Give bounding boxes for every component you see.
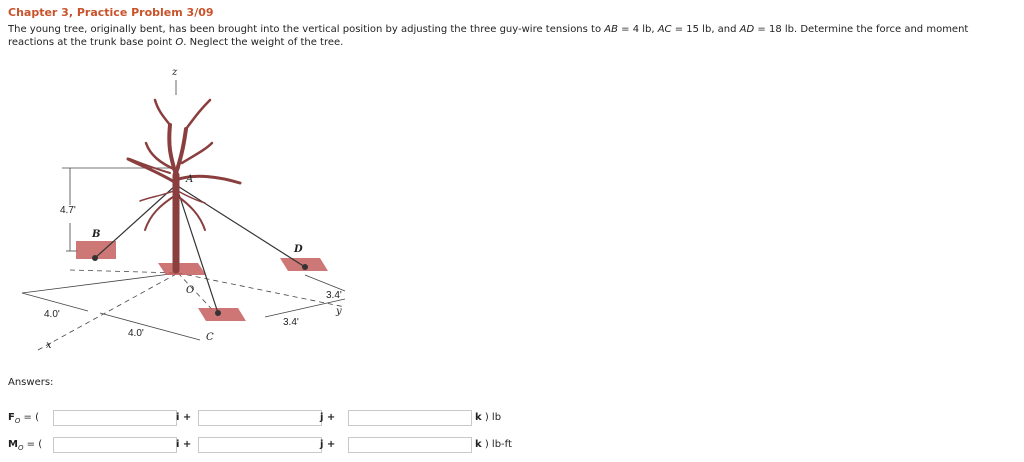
- label-y: y: [336, 306, 342, 317]
- dim-3-4-right: 3.4': [326, 290, 342, 301]
- guy-wires: [95, 185, 305, 313]
- moment-open: = (: [23, 439, 43, 450]
- wire-ad: [176, 185, 305, 267]
- stake-b: [92, 255, 98, 261]
- dim-line-right: [265, 299, 345, 317]
- problem-title: Chapter 3, Practice Problem 3/09: [8, 6, 214, 19]
- answers-label: Answers:: [8, 377, 54, 388]
- problem-text-6: . Neglect the weight of the tree.: [183, 36, 344, 48]
- force-i-input[interactable]: [53, 410, 177, 426]
- force-i-unit: i +: [176, 412, 192, 423]
- label-c: C: [206, 332, 214, 343]
- stakes: [92, 255, 308, 316]
- moment-k-input[interactable]: [348, 437, 472, 453]
- y-axis-line: [178, 273, 345, 307]
- dim-line-right-top: [305, 275, 345, 291]
- moment-end: ) lb-ft: [484, 439, 512, 450]
- pad-o: [158, 263, 206, 275]
- problem-text-5: reactions at the trunk base point: [8, 36, 176, 48]
- moment-row: [8, 437, 1008, 455]
- tree-figure: [0, 55, 420, 355]
- moment-k-unit: k ) lb-ft: [475, 439, 512, 450]
- twig-4: [182, 143, 212, 163]
- label-d: D: [294, 244, 303, 255]
- force-symbol: F: [8, 412, 15, 423]
- problem-text-1: The young tree, originally bent, has been brought into the vertical position by adjusting the three guy-wire tensions to: [8, 24, 605, 35]
- moment-sub: O: [17, 444, 24, 452]
- force-open: = (: [20, 412, 39, 423]
- dim-line-bottom: [100, 313, 200, 340]
- problem-text-2: = 4 lb,: [617, 24, 658, 35]
- dim-3-4-bottom: 3.4': [283, 317, 299, 328]
- ground-line-left: [22, 273, 178, 293]
- moment-label: [8, 439, 42, 452]
- force-end: ) lb: [484, 412, 502, 423]
- dim-4-0-left: 4.0': [44, 309, 60, 320]
- problem-text-4: = 18 lb. Determine the force and moment: [754, 24, 969, 35]
- stake-d: [302, 264, 308, 270]
- dashed-b-o: [70, 270, 178, 273]
- stake-c: [215, 310, 221, 316]
- label-o: O: [186, 285, 195, 296]
- problem-ac: AC: [657, 24, 672, 35]
- force-k-unit: k ) lb: [475, 412, 502, 423]
- twig-2: [186, 100, 210, 129]
- moment-i-unit: i +: [176, 439, 192, 450]
- force-k-input[interactable]: [348, 410, 472, 426]
- problem-statement: [8, 24, 1008, 49]
- force-j-input[interactable]: [198, 410, 322, 426]
- problem-ab: AB: [604, 24, 618, 35]
- branch-2: [176, 129, 186, 173]
- wire-ab: [95, 185, 176, 258]
- moment-j-input[interactable]: [198, 437, 322, 453]
- force-row: [8, 410, 1008, 428]
- problem-ad: AD: [739, 24, 755, 35]
- moment-symbol: M: [8, 439, 18, 450]
- pad-c: [198, 308, 246, 321]
- problem-text-3: = 15 lb, and: [671, 24, 740, 35]
- twig-1: [155, 100, 170, 125]
- moment-j-unit: j +: [320, 439, 336, 450]
- twig-6: [145, 195, 176, 230]
- dim-4-7: 4.7': [60, 205, 76, 216]
- dim-4-0-bottom: 4.0': [128, 328, 144, 339]
- problem-o: O: [175, 36, 184, 48]
- label-b: B: [92, 229, 101, 240]
- label-x: x: [46, 340, 52, 351]
- tree: [128, 100, 240, 270]
- label-z: z: [172, 67, 178, 78]
- force-j-unit: j +: [320, 412, 336, 423]
- moment-i-input[interactable]: [53, 437, 177, 453]
- force-sub: O: [14, 417, 21, 425]
- label-a: A: [186, 174, 194, 185]
- force-label: [8, 412, 39, 425]
- branch-left: [128, 159, 176, 183]
